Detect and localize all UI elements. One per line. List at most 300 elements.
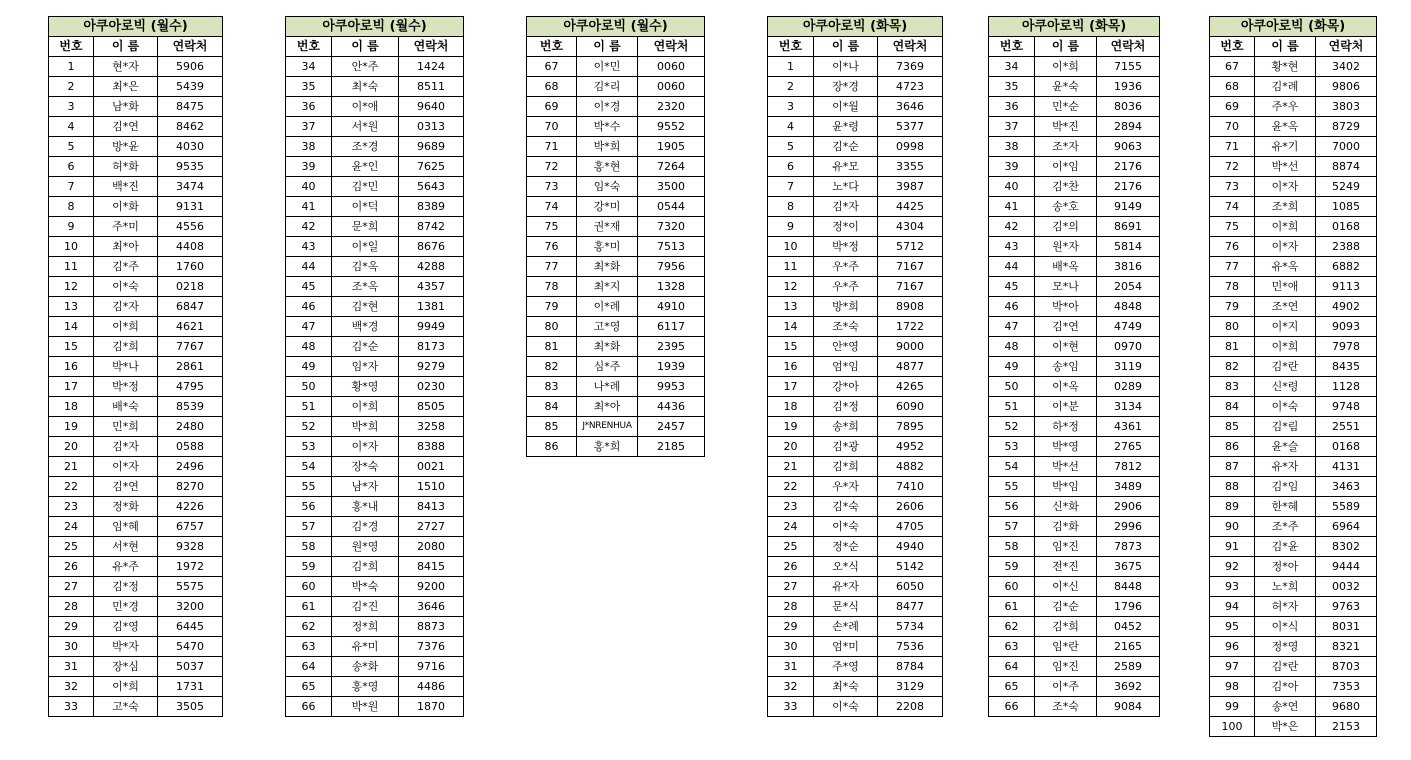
name-cell: 민*순 bbox=[1035, 97, 1097, 117]
name-cell: 유*기 bbox=[1255, 137, 1316, 157]
number-cell: 24 bbox=[49, 517, 94, 537]
contact-cell: 7320 bbox=[638, 217, 705, 237]
name-cell: 박*수 bbox=[577, 117, 638, 137]
number-cell: 9 bbox=[768, 217, 814, 237]
name-cell: 김*임 bbox=[1255, 477, 1316, 497]
contact-cell: 2727 bbox=[399, 517, 464, 537]
contact-cell: 8729 bbox=[1316, 117, 1377, 137]
table-row bbox=[49, 117, 223, 137]
contact-cell: 7353 bbox=[1316, 677, 1377, 697]
number-cell: 88 bbox=[1210, 477, 1255, 497]
number-cell: 95 bbox=[1210, 617, 1255, 637]
name-cell: 김*경 bbox=[332, 517, 399, 537]
contact-cell: 9149 bbox=[1097, 197, 1160, 217]
header-number: 번호 bbox=[768, 37, 814, 57]
header-row bbox=[989, 37, 1160, 57]
header-row bbox=[768, 37, 943, 57]
contact-cell: 7369 bbox=[878, 57, 943, 77]
contact-cell: 2080 bbox=[399, 537, 464, 557]
contact-cell: 8873 bbox=[399, 617, 464, 637]
name-cell: 김*화 bbox=[1035, 517, 1097, 537]
number-cell: 65 bbox=[286, 677, 332, 697]
contact-cell: 3505 bbox=[158, 697, 223, 717]
name-cell: 주*영 bbox=[814, 657, 878, 677]
table-row bbox=[768, 557, 943, 577]
table-row bbox=[286, 357, 464, 377]
table-row bbox=[1210, 497, 1377, 517]
table-row bbox=[49, 377, 223, 397]
contact-cell: 3402 bbox=[1316, 57, 1377, 77]
number-cell: 81 bbox=[1210, 337, 1255, 357]
table-row bbox=[49, 697, 223, 717]
contact-cell: 6964 bbox=[1316, 517, 1377, 537]
table-row bbox=[49, 137, 223, 157]
table-row bbox=[989, 417, 1160, 437]
number-cell: 53 bbox=[286, 437, 332, 457]
name-cell: 김*아 bbox=[1255, 677, 1316, 697]
name-cell: 박*선 bbox=[1255, 157, 1316, 177]
table-row bbox=[1210, 597, 1377, 617]
number-cell: 47 bbox=[286, 317, 332, 337]
table-row bbox=[768, 197, 943, 217]
number-cell: 17 bbox=[768, 377, 814, 397]
name-cell: 배*숙 bbox=[94, 397, 158, 417]
number-cell: 45 bbox=[286, 277, 332, 297]
number-cell: 66 bbox=[989, 697, 1035, 717]
number-cell: 25 bbox=[768, 537, 814, 557]
number-cell: 43 bbox=[286, 237, 332, 257]
number-cell: 30 bbox=[49, 637, 94, 657]
number-cell: 35 bbox=[286, 77, 332, 97]
number-cell: 10 bbox=[768, 237, 814, 257]
name-cell: 임*란 bbox=[1035, 637, 1097, 657]
number-cell: 44 bbox=[286, 257, 332, 277]
name-cell: 우*주 bbox=[814, 257, 878, 277]
table-row bbox=[1210, 57, 1377, 77]
table-row bbox=[989, 517, 1160, 537]
table-row bbox=[286, 197, 464, 217]
contact-cell: 0289 bbox=[1097, 377, 1160, 397]
contact-cell: 2208 bbox=[878, 697, 943, 717]
contact-cell: 8270 bbox=[158, 477, 223, 497]
contact-cell: 9535 bbox=[158, 157, 223, 177]
number-cell: 33 bbox=[49, 697, 94, 717]
name-cell: 이*희 bbox=[94, 677, 158, 697]
contact-cell: 4357 bbox=[399, 277, 464, 297]
number-cell: 23 bbox=[768, 497, 814, 517]
number-cell: 36 bbox=[989, 97, 1035, 117]
name-cell: 박*희 bbox=[577, 137, 638, 157]
header-number: 번호 bbox=[527, 37, 577, 57]
contact-cell: 8415 bbox=[399, 557, 464, 577]
table-row bbox=[49, 397, 223, 417]
contact-cell: 2320 bbox=[638, 97, 705, 117]
name-cell: 남*화 bbox=[94, 97, 158, 117]
number-cell: 5 bbox=[768, 137, 814, 157]
name-cell: 김*의 bbox=[1035, 217, 1097, 237]
table-row bbox=[49, 337, 223, 357]
number-cell: 9 bbox=[49, 217, 94, 237]
table-row bbox=[1210, 457, 1377, 477]
name-cell: 주*우 bbox=[1255, 97, 1316, 117]
name-cell: 유*옥 bbox=[1255, 257, 1316, 277]
table-row bbox=[1210, 657, 1377, 677]
contact-cell: 4361 bbox=[1097, 417, 1160, 437]
table-row bbox=[49, 657, 223, 677]
table-row bbox=[768, 97, 943, 117]
name-cell: 이*자 bbox=[332, 437, 399, 457]
name-cell: 임*진 bbox=[1035, 657, 1097, 677]
table-row bbox=[286, 77, 464, 97]
name-cell: 박*정 bbox=[814, 237, 878, 257]
number-cell: 74 bbox=[1210, 197, 1255, 217]
contact-cell: 1722 bbox=[878, 317, 943, 337]
contact-cell: 2165 bbox=[1097, 637, 1160, 657]
name-cell: 문*희 bbox=[332, 217, 399, 237]
contact-cell: 6117 bbox=[638, 317, 705, 337]
table-row bbox=[286, 697, 464, 717]
number-cell: 64 bbox=[286, 657, 332, 677]
number-cell: 13 bbox=[768, 297, 814, 317]
header-row bbox=[1210, 37, 1377, 57]
contact-cell: 8908 bbox=[878, 297, 943, 317]
name-cell: 원*자 bbox=[1035, 237, 1097, 257]
table-row bbox=[286, 557, 464, 577]
number-cell: 77 bbox=[1210, 257, 1255, 277]
number-cell: 80 bbox=[527, 317, 577, 337]
table-row bbox=[49, 217, 223, 237]
table-row bbox=[768, 177, 943, 197]
table-row bbox=[527, 157, 705, 177]
number-cell: 14 bbox=[49, 317, 94, 337]
contact-cell: 5643 bbox=[399, 177, 464, 197]
table-row bbox=[1210, 377, 1377, 397]
name-cell: 이*희 bbox=[94, 317, 158, 337]
table-row bbox=[768, 657, 943, 677]
name-cell: 김*순 bbox=[1035, 597, 1097, 617]
number-cell: 60 bbox=[286, 577, 332, 597]
table-row bbox=[49, 257, 223, 277]
name-cell: 김*진 bbox=[332, 597, 399, 617]
name-cell: 손*례 bbox=[814, 617, 878, 637]
table-row bbox=[49, 497, 223, 517]
contact-cell: 8413 bbox=[399, 497, 464, 517]
contact-cell: 9200 bbox=[399, 577, 464, 597]
contact-cell: 3200 bbox=[158, 597, 223, 617]
name-cell: 윤*령 bbox=[814, 117, 878, 137]
number-cell: 51 bbox=[989, 397, 1035, 417]
table-row bbox=[989, 657, 1160, 677]
contact-cell: 6050 bbox=[878, 577, 943, 597]
name-cell: 우*자 bbox=[814, 477, 878, 497]
contact-cell: 7978 bbox=[1316, 337, 1377, 357]
number-cell: 21 bbox=[768, 457, 814, 477]
number-cell: 100 bbox=[1210, 717, 1255, 737]
contact-cell: 4723 bbox=[878, 77, 943, 97]
name-cell: 엄*미 bbox=[814, 637, 878, 657]
number-cell: 25 bbox=[49, 537, 94, 557]
table-row bbox=[527, 397, 705, 417]
table-row bbox=[49, 197, 223, 217]
name-cell: 이*분 bbox=[1035, 397, 1097, 417]
table-row bbox=[1210, 637, 1377, 657]
contact-cell: 9949 bbox=[399, 317, 464, 337]
number-cell: 29 bbox=[49, 617, 94, 637]
name-cell: 이*숙 bbox=[814, 697, 878, 717]
number-cell: 48 bbox=[989, 337, 1035, 357]
name-cell: 노*희 bbox=[1255, 577, 1316, 597]
contact-cell: 9328 bbox=[158, 537, 223, 557]
contact-cell: 5575 bbox=[158, 577, 223, 597]
number-cell: 28 bbox=[768, 597, 814, 617]
name-cell: 박*은 bbox=[1255, 717, 1316, 737]
contact-cell: 0168 bbox=[1316, 437, 1377, 457]
table-row bbox=[1210, 557, 1377, 577]
number-cell: 36 bbox=[286, 97, 332, 117]
number-cell: 76 bbox=[1210, 237, 1255, 257]
table-row bbox=[1210, 117, 1377, 137]
number-cell: 37 bbox=[989, 117, 1035, 137]
name-cell: 최*숙 bbox=[814, 677, 878, 697]
contact-cell: 2176 bbox=[1097, 177, 1160, 197]
table-title: 아쿠아로빅 (화목) bbox=[768, 17, 943, 37]
contact-cell: 8321 bbox=[1316, 637, 1377, 657]
header-contact: 연락처 bbox=[638, 37, 705, 57]
number-cell: 28 bbox=[49, 597, 94, 617]
name-cell: 송*희 bbox=[814, 417, 878, 437]
name-cell: 박*선 bbox=[1035, 457, 1097, 477]
table-row bbox=[768, 497, 943, 517]
number-cell: 38 bbox=[286, 137, 332, 157]
table-row bbox=[1210, 137, 1377, 157]
table-title: 아쿠아로빅 (월수) bbox=[286, 17, 464, 37]
name-cell: 이*숙 bbox=[1255, 397, 1316, 417]
contact-cell: 8539 bbox=[158, 397, 223, 417]
contact-cell: 8784 bbox=[878, 657, 943, 677]
number-cell: 63 bbox=[989, 637, 1035, 657]
number-cell: 34 bbox=[989, 57, 1035, 77]
contact-cell: 8742 bbox=[399, 217, 464, 237]
number-cell: 32 bbox=[49, 677, 94, 697]
table-title: 아쿠아로빅 (화목) bbox=[989, 17, 1160, 37]
table-row bbox=[286, 577, 464, 597]
number-cell: 47 bbox=[989, 317, 1035, 337]
number-cell: 98 bbox=[1210, 677, 1255, 697]
table-row bbox=[49, 237, 223, 257]
table-row bbox=[768, 457, 943, 477]
contact-cell: 3692 bbox=[1097, 677, 1160, 697]
number-cell: 62 bbox=[286, 617, 332, 637]
number-cell: 41 bbox=[989, 197, 1035, 217]
name-cell: 권*재 bbox=[577, 217, 638, 237]
table-row bbox=[989, 97, 1160, 117]
name-cell: 주*미 bbox=[94, 217, 158, 237]
number-cell: 40 bbox=[286, 177, 332, 197]
table-row bbox=[989, 197, 1160, 217]
table-row bbox=[286, 157, 464, 177]
contact-cell: 2589 bbox=[1097, 657, 1160, 677]
contact-cell: 4910 bbox=[638, 297, 705, 317]
number-cell: 45 bbox=[989, 277, 1035, 297]
name-cell: 박*영 bbox=[1035, 437, 1097, 457]
header-name: 이 름 bbox=[1035, 37, 1097, 57]
contact-cell: 9279 bbox=[399, 357, 464, 377]
contact-cell: 9000 bbox=[878, 337, 943, 357]
name-cell: 허*화 bbox=[94, 157, 158, 177]
number-cell: 55 bbox=[286, 477, 332, 497]
contact-cell: 8389 bbox=[399, 197, 464, 217]
number-cell: 8 bbox=[49, 197, 94, 217]
table-row bbox=[527, 77, 705, 97]
table-row bbox=[989, 637, 1160, 657]
contact-cell: 7410 bbox=[878, 477, 943, 497]
table-row bbox=[49, 637, 223, 657]
name-cell: 박*숙 bbox=[332, 577, 399, 597]
contact-cell: 3500 bbox=[638, 177, 705, 197]
contact-cell: 1510 bbox=[399, 477, 464, 497]
number-cell: 61 bbox=[989, 597, 1035, 617]
header-name: 이 름 bbox=[332, 37, 399, 57]
number-cell: 87 bbox=[1210, 457, 1255, 477]
name-cell: 박*자 bbox=[94, 637, 158, 657]
contact-cell: 6090 bbox=[878, 397, 943, 417]
name-cell: 허*자 bbox=[1255, 597, 1316, 617]
contact-cell: 1128 bbox=[1316, 377, 1377, 397]
table-row bbox=[1210, 77, 1377, 97]
contact-cell: 7513 bbox=[638, 237, 705, 257]
number-cell: 94 bbox=[1210, 597, 1255, 617]
number-cell: 59 bbox=[286, 557, 332, 577]
header-contact: 연락처 bbox=[399, 37, 464, 57]
table-row bbox=[768, 677, 943, 697]
header-number: 번호 bbox=[286, 37, 332, 57]
name-cell: 김*정 bbox=[814, 397, 878, 417]
number-cell: 41 bbox=[286, 197, 332, 217]
number-cell: 20 bbox=[768, 437, 814, 457]
contact-cell: 3119 bbox=[1097, 357, 1160, 377]
name-cell: 전*진 bbox=[1035, 557, 1097, 577]
number-cell: 44 bbox=[989, 257, 1035, 277]
header-contact: 연락처 bbox=[1316, 37, 1377, 57]
table-title: 아쿠아로빅 (화목) bbox=[1210, 17, 1377, 37]
contact-cell: 8477 bbox=[878, 597, 943, 617]
name-cell: 최*화 bbox=[577, 257, 638, 277]
name-cell: 고*숙 bbox=[94, 697, 158, 717]
table-row bbox=[286, 237, 464, 257]
contact-cell: 4877 bbox=[878, 357, 943, 377]
contact-cell: 9763 bbox=[1316, 597, 1377, 617]
table-row bbox=[527, 277, 705, 297]
roster-table-6 bbox=[1209, 16, 1377, 737]
name-cell: 이*경 bbox=[577, 97, 638, 117]
name-cell: 박*원 bbox=[332, 697, 399, 717]
table-row bbox=[527, 137, 705, 157]
header-number: 번호 bbox=[1210, 37, 1255, 57]
header-contact: 연락처 bbox=[1097, 37, 1160, 57]
number-cell: 96 bbox=[1210, 637, 1255, 657]
number-cell: 83 bbox=[527, 377, 577, 397]
table-row bbox=[286, 657, 464, 677]
contact-cell: 8511 bbox=[399, 77, 464, 97]
name-cell: 김*란 bbox=[1255, 357, 1316, 377]
name-cell: 심*주 bbox=[577, 357, 638, 377]
number-cell: 85 bbox=[527, 417, 577, 437]
table-row bbox=[768, 357, 943, 377]
table-row bbox=[768, 517, 943, 537]
name-cell: 이*희 bbox=[1255, 217, 1316, 237]
roster-table-2 bbox=[285, 16, 464, 717]
table-row bbox=[286, 117, 464, 137]
contact-cell: 2388 bbox=[1316, 237, 1377, 257]
header-contact: 연락처 bbox=[158, 37, 223, 57]
name-cell: 박*임 bbox=[1035, 477, 1097, 497]
name-cell: 김*찬 bbox=[1035, 177, 1097, 197]
number-cell: 46 bbox=[989, 297, 1035, 317]
title-row bbox=[49, 17, 223, 37]
table-row bbox=[768, 477, 943, 497]
table-row bbox=[768, 537, 943, 557]
table-row bbox=[527, 217, 705, 237]
table-row bbox=[1210, 697, 1377, 717]
name-cell: 최*은 bbox=[94, 77, 158, 97]
table-row bbox=[49, 437, 223, 457]
table-row bbox=[768, 377, 943, 397]
name-cell: 조*자 bbox=[1035, 137, 1097, 157]
number-cell: 63 bbox=[286, 637, 332, 657]
contact-cell: 7956 bbox=[638, 257, 705, 277]
name-cell: 하*정 bbox=[1035, 417, 1097, 437]
name-cell: 정*영 bbox=[1255, 637, 1316, 657]
header-number: 번호 bbox=[989, 37, 1035, 57]
name-cell: 윤*인 bbox=[332, 157, 399, 177]
number-cell: 77 bbox=[527, 257, 577, 277]
number-cell: 51 bbox=[286, 397, 332, 417]
name-cell: 윤*옥 bbox=[1255, 117, 1316, 137]
name-cell: 이*자 bbox=[94, 457, 158, 477]
roster-table-4 bbox=[767, 16, 943, 717]
contact-cell: 7812 bbox=[1097, 457, 1160, 477]
contact-cell: 1424 bbox=[399, 57, 464, 77]
name-cell: 최*숙 bbox=[332, 77, 399, 97]
table-row bbox=[768, 157, 943, 177]
number-cell: 21 bbox=[49, 457, 94, 477]
number-cell: 89 bbox=[1210, 497, 1255, 517]
contact-cell: 8475 bbox=[158, 97, 223, 117]
contact-cell: 2996 bbox=[1097, 517, 1160, 537]
table-row bbox=[286, 477, 464, 497]
contact-cell: 2185 bbox=[638, 437, 705, 457]
name-cell: 장*숙 bbox=[332, 457, 399, 477]
number-cell: 58 bbox=[286, 537, 332, 557]
table-row bbox=[989, 117, 1160, 137]
contact-cell: 8302 bbox=[1316, 537, 1377, 557]
name-cell: 이*월 bbox=[814, 97, 878, 117]
name-cell: 김*희 bbox=[814, 457, 878, 477]
table-row bbox=[989, 217, 1160, 237]
header-name: 이 름 bbox=[1255, 37, 1316, 57]
contact-cell: 8505 bbox=[399, 397, 464, 417]
contact-cell: 0168 bbox=[1316, 217, 1377, 237]
contact-cell: 7895 bbox=[878, 417, 943, 437]
table-row bbox=[989, 257, 1160, 277]
contact-cell: 8874 bbox=[1316, 157, 1377, 177]
table-title: 아쿠아로빅 (월수) bbox=[527, 17, 705, 37]
contact-cell: 0060 bbox=[638, 57, 705, 77]
number-cell: 43 bbox=[989, 237, 1035, 257]
name-cell: 한*혜 bbox=[1255, 497, 1316, 517]
number-cell: 54 bbox=[286, 457, 332, 477]
table-row bbox=[768, 277, 943, 297]
